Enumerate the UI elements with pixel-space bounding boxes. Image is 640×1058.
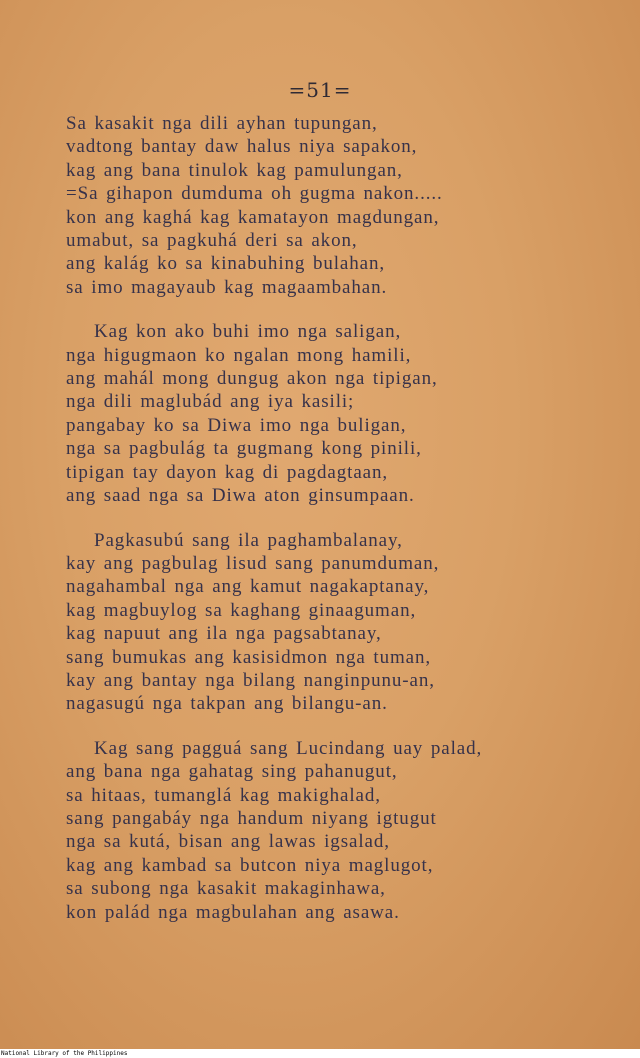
poem-line: nagasugú nga takpan ang bilangu-an. (66, 693, 388, 715)
poem-line: kag ang kambad sa butcon niya maglugot, (66, 854, 434, 876)
poem-line: kag ang bana tinulok kag pamulungan, (66, 159, 403, 181)
poem-line: kay ang pagbulag lisud sang panumduman, (66, 552, 440, 574)
poem-line: ang bana nga gahatag sing pahanugut, (66, 761, 398, 783)
stanza-4 (66, 737, 586, 924)
poem-line: =Sa gihapon dumduma oh gugma nakon..... (66, 183, 443, 205)
page-number: =51= (288, 78, 352, 102)
poem-line: Pagkasubú sang ila paghambalanay, (94, 529, 403, 551)
poem-line: nga sa kutá, bisan ang lawas igsalad, (66, 831, 390, 853)
poem-line: sang pangabáy nga handum niyang igtugut (66, 807, 437, 829)
poem-line: vadtong bantay daw halus niya sapakon, (66, 136, 418, 158)
poem-line: sa hitaas, tumanglá kag makighalad, (66, 784, 381, 806)
poem-line: kag napuut ang ila nga pagsabtanay, (66, 623, 382, 645)
stanza-2 (66, 320, 586, 507)
library-credit: National Library of the Philippines (1, 1050, 128, 1057)
poem-line: kon palád nga magbulahan ang asawa. (66, 901, 400, 923)
poem-line: tipigan tay dayon kag di pagdagtaan, (66, 461, 389, 483)
poem-line: nga dili maglubád ang iya kasili; (66, 391, 355, 413)
poem-text (66, 112, 586, 945)
poem-line: kay ang bantay nga bilang nanginpunu-an, (66, 669, 435, 691)
poem-line: sang bumukas ang kasisidmon nga tuman, (66, 646, 432, 668)
poem-line: kon ang kaghá kag kamatayon magdungan, (66, 206, 440, 228)
poem-line: sa subong nga kasakit makaginhawa, (66, 878, 386, 900)
poem-line: ang saad nga sa Diwa aton ginsumpaan. (66, 485, 415, 507)
poem-line: nga higugmaon ko ngalan mong hamili, (66, 344, 412, 366)
footer-strip (0, 1049, 640, 1058)
poem-line: Kag sang pagguá sang Lucindang uay palad, (94, 737, 483, 759)
poem-line: Sa kasakit nga dili ayhan tupungan, (66, 113, 378, 134)
poem-line: ang kalág ko sa kinabuhing bulahan, (66, 253, 386, 275)
poem-line: nga sa pagbulág ta gugmang kong pinili, (66, 438, 422, 460)
poem-line: kag magbuylog sa kaghang ginaaguman, (66, 599, 417, 621)
poem-line: pangabay ko sa Diwa imo nga buligan, (66, 414, 407, 436)
poem-line: Kag kon ako buhi imo nga saligan, (94, 321, 402, 343)
stanza-1 (66, 112, 586, 299)
poem-line: sa imo magayaub kag magaambahan. (66, 276, 388, 298)
poem-line: umabut, sa pagkuhá deri sa akon, (66, 230, 358, 252)
poem-line: nagahambal nga ang kamut nagakaptanay, (66, 576, 430, 598)
poem-line: ang mahál mong dungug akon nga tipigan, (66, 368, 438, 390)
stanza-3 (66, 529, 586, 716)
